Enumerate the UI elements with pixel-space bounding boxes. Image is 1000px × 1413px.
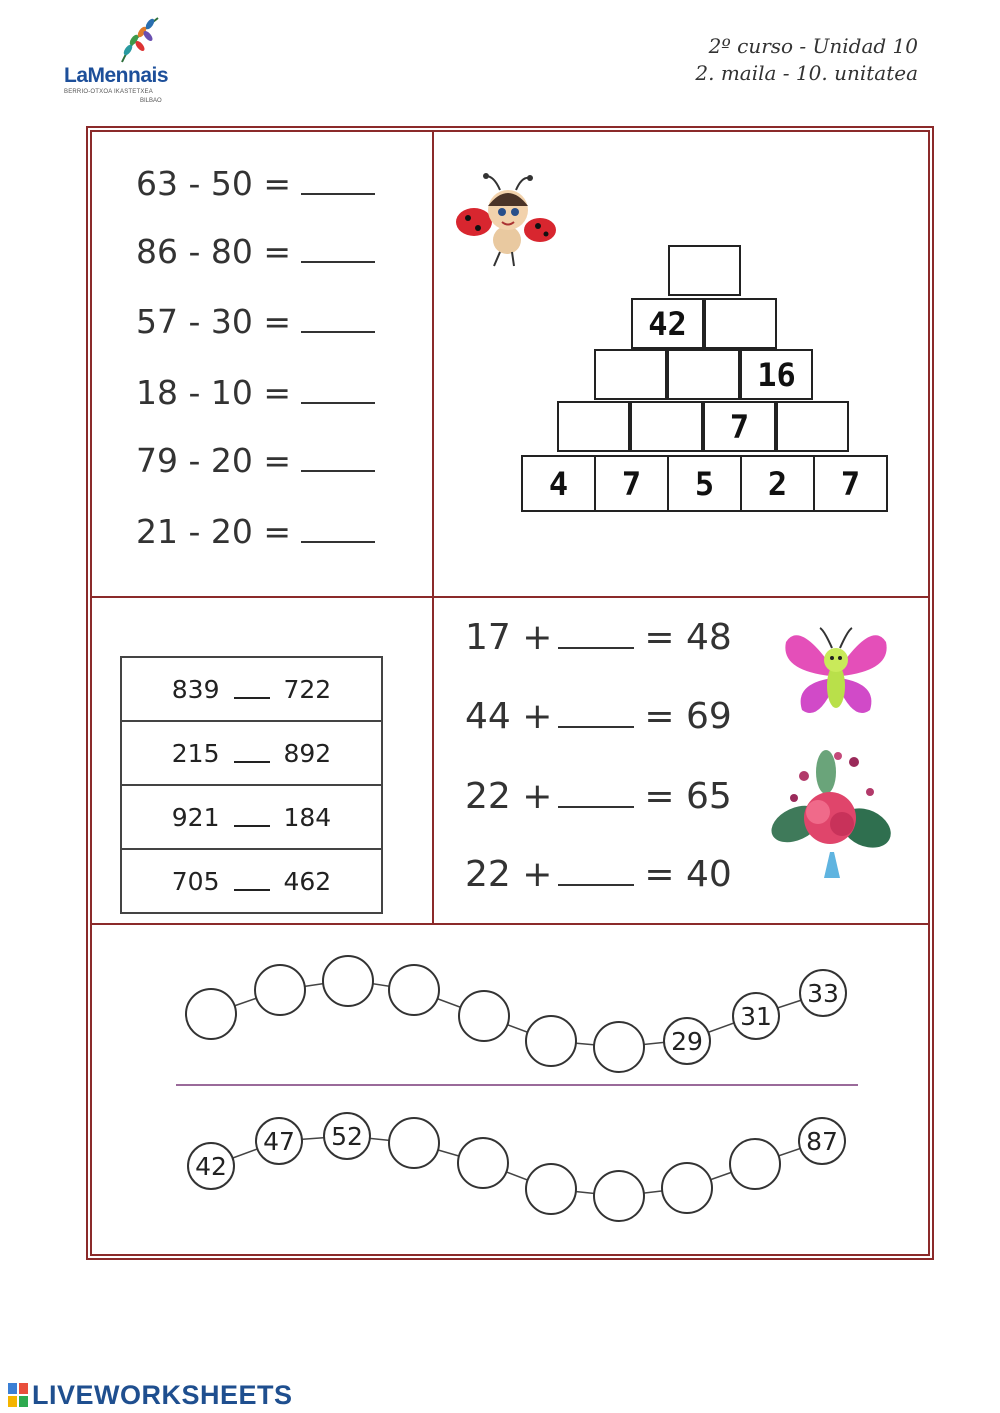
pyramid-cell[interactable] — [776, 401, 849, 452]
compare-input[interactable] — [234, 871, 270, 891]
footer-brand: LIVEWORKSHEETS — [32, 1380, 293, 1410]
chain-bead: 29 — [663, 1017, 711, 1065]
chain-bead: 42 — [187, 1142, 235, 1190]
addition-item: 22 + = 40 — [465, 854, 732, 895]
pyramid-cell: 7 — [594, 455, 669, 512]
row-divider-1 — [90, 596, 930, 598]
pyramid-cell: 16 — [740, 349, 813, 400]
pyramid-cell: 2 — [740, 455, 815, 512]
answer-input[interactable] — [558, 619, 634, 649]
flower-bouquet-icon — [766, 742, 896, 880]
pyramid-cell: 7 — [703, 401, 776, 452]
answer-input[interactable] — [301, 305, 375, 333]
answer-input[interactable] — [301, 444, 375, 472]
pyramid-cell[interactable] — [630, 401, 703, 452]
addition-item: 44 + = 69 — [465, 696, 732, 737]
logo-city: BILBAO — [140, 98, 162, 104]
subtraction-item: 18 - 10 = — [136, 373, 375, 412]
compare-row: 705 462 — [171, 866, 332, 896]
logo-name: LaMennais — [64, 64, 169, 87]
chain-bead[interactable] — [457, 1137, 509, 1189]
addition-item: 17 + = 48 — [465, 617, 732, 658]
chain-bead: 47 — [255, 1117, 303, 1165]
chain-bead[interactable] — [185, 988, 237, 1040]
chain-bead: 33 — [799, 969, 847, 1017]
pyramid-cell: 42 — [631, 298, 704, 349]
liveworksheets-logo-icon — [8, 1383, 28, 1407]
compare-table — [120, 656, 383, 914]
ladybug-icon — [452, 170, 560, 270]
compare-row: 921 184 — [122, 786, 381, 850]
chain-bead[interactable] — [661, 1162, 713, 1214]
answer-input[interactable] — [301, 515, 375, 543]
column-divider — [432, 130, 434, 924]
chain-bead[interactable] — [593, 1170, 645, 1222]
pyramid-cell: 7 — [813, 455, 888, 512]
pyramid-cell[interactable] — [594, 349, 667, 400]
pyramid-cell[interactable] — [668, 245, 741, 296]
pyramid-cell: 5 — [667, 455, 742, 512]
course-unit-basque: 2. maila - 10. unitatea — [695, 61, 918, 85]
chain-bead[interactable] — [458, 990, 510, 1042]
answer-input[interactable] — [301, 376, 375, 404]
compare-input[interactable] — [234, 679, 270, 699]
answer-input[interactable] — [301, 167, 375, 195]
row-divider-2 — [90, 923, 930, 925]
subtraction-item: 21 - 20 = — [136, 512, 375, 551]
chain-bead: 87 — [798, 1117, 846, 1165]
subtraction-item: 57 - 30 = — [136, 302, 375, 341]
compare-row: 839 722 — [122, 658, 381, 722]
answer-input[interactable] — [558, 778, 634, 808]
addition-item: 22 + = 65 — [465, 776, 732, 817]
pyramid-cell[interactable] — [557, 401, 630, 452]
chain-bead[interactable] — [388, 1117, 440, 1169]
logo-subtitle: BERRIO-OTXOA IKASTETXEA — [64, 89, 153, 95]
answer-input[interactable] — [558, 698, 634, 728]
answer-input[interactable] — [301, 235, 375, 263]
compare-input[interactable] — [234, 807, 270, 827]
pyramid-cell: 4 — [521, 455, 596, 512]
compare-input[interactable] — [234, 743, 270, 763]
answer-input[interactable] — [558, 856, 634, 886]
chain-bead[interactable] — [322, 955, 374, 1007]
chain-bead: 52 — [323, 1112, 371, 1160]
compare-row: 215 892 — [122, 722, 381, 786]
subtraction-item: 79 - 20 = — [136, 441, 375, 480]
chain-bead[interactable] — [525, 1163, 577, 1215]
course-unit-spanish: 2º curso - Unidad 10 — [708, 34, 918, 58]
chain-bead: 31 — [732, 992, 780, 1040]
school-logo-leaf-icon — [62, 14, 172, 110]
chain-divider — [176, 1084, 858, 1086]
butterfly-icon — [780, 620, 892, 724]
chain-bead[interactable] — [525, 1015, 577, 1067]
pyramid-cell[interactable] — [667, 349, 740, 400]
subtraction-item: 63 - 50 = — [136, 164, 375, 203]
pyramid-cell[interactable] — [704, 298, 777, 349]
chain-bead[interactable] — [388, 964, 440, 1016]
chain-bead[interactable] — [593, 1021, 645, 1073]
chain-bead[interactable] — [729, 1138, 781, 1190]
chain-bead[interactable] — [254, 964, 306, 1016]
subtraction-item: 86 - 80 = — [136, 232, 375, 271]
